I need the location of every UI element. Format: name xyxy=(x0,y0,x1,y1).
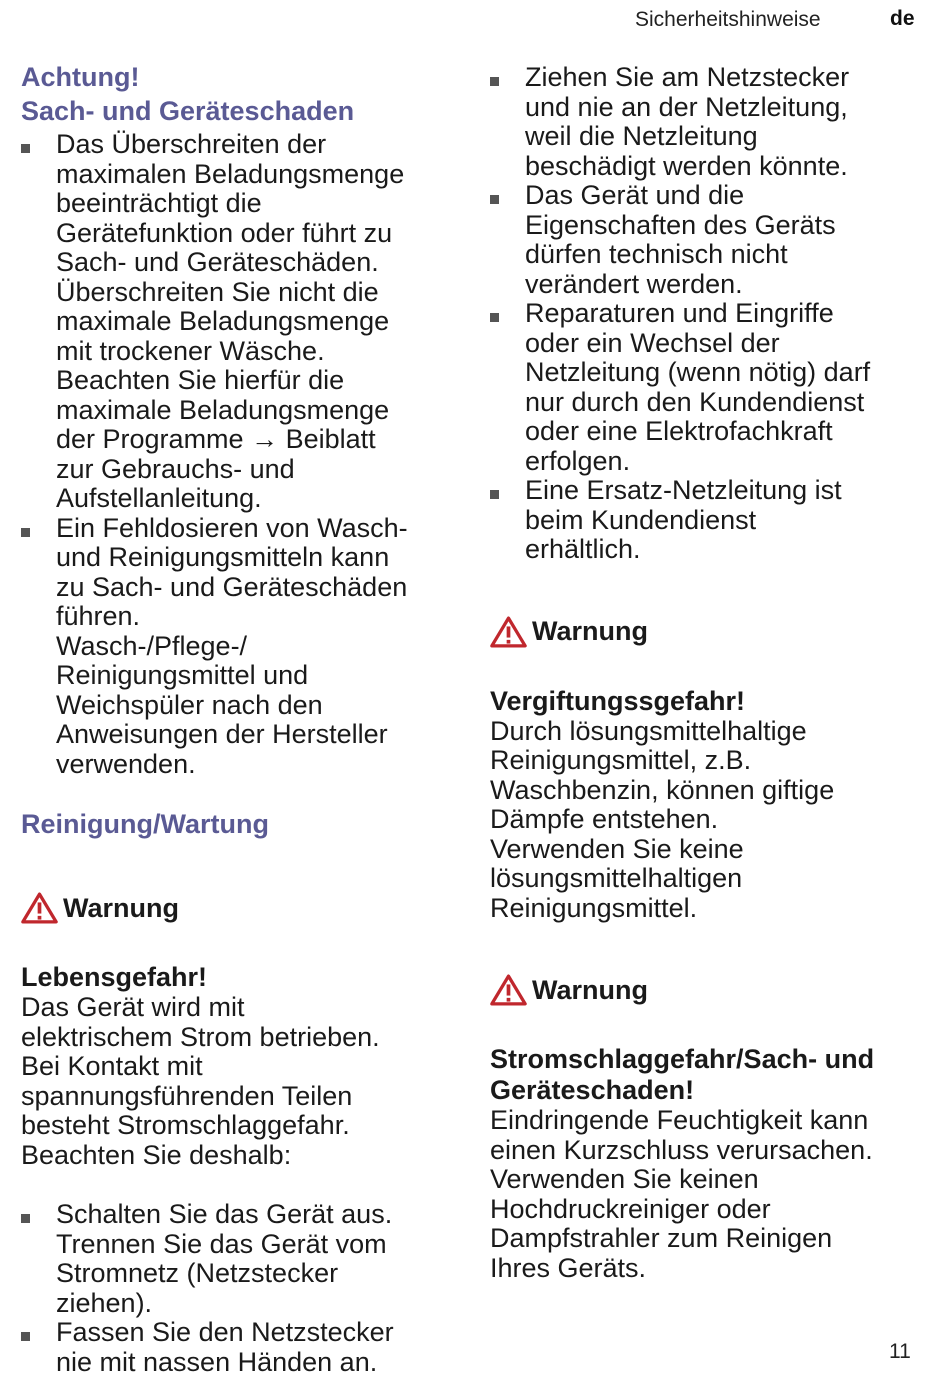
list-item-text: Eine Ersatz-Netzleitung ist beim Kundendienst erhältlich. xyxy=(525,475,842,564)
list-item-text: Ziehen Sie am Netzstecker und nie an der Netzleitung, weil die Netzleitung beschädigt werden könnte. xyxy=(525,62,850,181)
caution-subtitle: Sach- und Geräteschaden xyxy=(21,96,355,126)
page-number: 11 xyxy=(889,1340,911,1363)
list-item xyxy=(490,299,930,476)
warning-label-row xyxy=(490,974,648,1006)
warning-heading xyxy=(490,943,930,1106)
list-item xyxy=(490,63,930,181)
warning-label: Warnung xyxy=(63,892,179,923)
bullet-square-icon xyxy=(21,1332,30,1341)
list-item-text: Ein Fehldosieren von Wasch- und Reinigungsmitteln kann zu Sach- und Geräteschäden führen. Wasch-/Pflege-/ Reinigungsmittel und Weichspüler nach den Anweisungen der Hersteller verwenden. xyxy=(56,512,408,779)
left-column xyxy=(21,60,451,1377)
warning-heading xyxy=(490,585,930,717)
bullet-square-icon xyxy=(490,195,499,204)
list-item xyxy=(21,1318,451,1377)
bullet-square-icon xyxy=(21,528,30,537)
warning-label-row xyxy=(21,892,179,924)
list-item-text: Reparaturen und Eingriffe oder ein Wechsel der Netzleitung (wenn nötig) darf nur durch den Kundendienst oder eine Elektrofachkraft erfolgen. xyxy=(525,298,871,476)
warning-triangle-icon xyxy=(490,974,527,1006)
language-tag: de xyxy=(890,7,915,30)
caution-bullet-list xyxy=(21,130,451,779)
bullet-square-icon xyxy=(21,144,30,153)
warning-block-electric xyxy=(490,943,930,1283)
bullet-square-icon xyxy=(21,1214,30,1223)
safety-bullet-list xyxy=(21,1200,451,1377)
section-title: Reinigung/Wartung xyxy=(21,809,269,839)
warning-text: Durch lösungsmittelhaltige Reinigungsmittel, z.B. Waschbenzin, können giftige Dämpfe entstehen. Verwenden Sie keine lösungsmittelhaltigen Reinigungsmittel. xyxy=(490,715,835,923)
warning-label-row xyxy=(490,616,648,648)
bullet-square-icon xyxy=(490,77,499,86)
warning-title: Lebensgefahr! xyxy=(21,962,208,992)
warning-triangle-icon xyxy=(21,892,58,924)
power-cord-bullet-list xyxy=(490,63,930,565)
warning-label: Warnung xyxy=(532,616,648,646)
list-item xyxy=(21,130,451,514)
right-column xyxy=(490,63,930,1283)
warning-block-life xyxy=(21,861,451,1170)
warning-triangle-icon xyxy=(490,616,527,648)
warning-text: Das Gerät wird mit elektrischem Strom betrieben. Bei Kontakt mit spannungsführenden Teilen besteht Stromschlaggefahr. Beachten Sie deshalb: xyxy=(21,992,380,1170)
running-header-section: Sicherheitshinweise xyxy=(635,8,821,31)
warning-heading xyxy=(21,861,451,993)
list-item xyxy=(490,476,930,565)
list-item xyxy=(21,514,451,780)
list-item-text: Fassen Sie den Netzstecker nie mit nassen Händen an. xyxy=(56,1317,394,1377)
caution-title: Achtung! xyxy=(21,62,140,92)
list-item-text: Das Gerät und die Eigenschaften des Geräts dürfen technisch nicht verändert werden. xyxy=(525,180,836,299)
list-item-text: Schalten Sie das Gerät aus. Trennen Sie das Gerät vom Stromnetz (Netzstecker ziehen). xyxy=(56,1199,393,1318)
bullet-square-icon xyxy=(490,490,499,499)
list-item xyxy=(21,1200,451,1318)
warning-title: Stromschlaggefahr/Sach- und Geräteschaden! xyxy=(490,1044,875,1105)
warning-label: Warnung xyxy=(532,974,648,1005)
warning-text: Eindringende Feuchtigkeit kann einen Kurzschluss verursachen. Verwenden Sie keinen Hochdruckreiniger oder Dampfstrahler zum Reinigen Ihres Geräts. xyxy=(490,1105,873,1283)
bullet-square-icon xyxy=(490,313,499,322)
list-item xyxy=(490,181,930,299)
list-item-text: Das Überschreiten der maximalen Beladungsmenge beeinträchtigt die Gerätefunktion oder führt zu Sach- und Geräteschäden. Überschreiten Sie nicht die maximale Beladungsmenge mit trockener Wäsche. Beachten Sie hierfür die maximale Beladungsmenge der Programme → Beiblatt zur Gebrauchs- und Aufstellanleitung. xyxy=(56,129,405,513)
warning-title: Vergiftungssgefahr! xyxy=(490,685,746,716)
warning-block-poison xyxy=(490,585,930,924)
